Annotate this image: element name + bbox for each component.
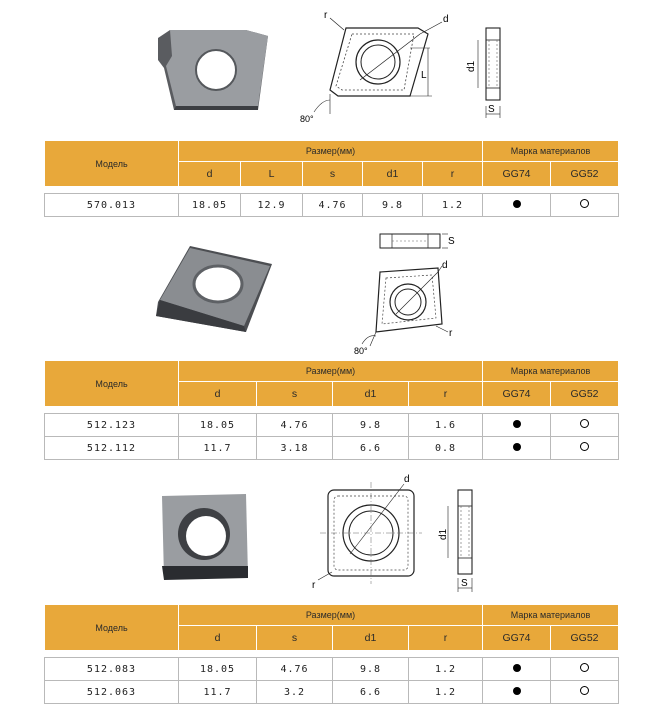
col-header-gg52: GG52 — [551, 626, 619, 651]
header-size: Размер(мм) — [179, 361, 483, 382]
cell-model: 512.112 — [45, 437, 179, 460]
empty-circle-icon — [580, 663, 589, 672]
cell-value: 11.7 — [179, 681, 257, 704]
label-S: S — [488, 104, 495, 115]
label-L: L — [421, 70, 427, 81]
cell-value: 18.05 — [179, 194, 241, 217]
label-r: r — [449, 328, 453, 339]
spec-table-3 — [44, 604, 619, 704]
cell-value: 1.2 — [409, 681, 483, 704]
cell-value: 1.2 — [409, 658, 483, 681]
header-grade: Марка материалов — [483, 605, 619, 626]
cell-value: 9.8 — [363, 194, 423, 217]
cell-value: 12.9 — [241, 194, 303, 217]
label-d: d — [404, 474, 410, 485]
label-S: S — [461, 578, 468, 589]
label-angle: 80° — [354, 346, 368, 356]
label-d1: d1 — [466, 60, 477, 72]
cell-value: 1.2 — [423, 194, 483, 217]
empty-circle-icon — [580, 686, 589, 695]
col-header: d — [179, 162, 241, 187]
cell-value: 9.8 — [333, 658, 409, 681]
filled-dot-icon — [513, 443, 521, 451]
cell-value: 18.05 — [179, 414, 257, 437]
col-header: d1 — [333, 382, 409, 407]
cell-value: 1.6 — [409, 414, 483, 437]
col-header: d1 — [363, 162, 423, 187]
col-header: s — [257, 382, 333, 407]
label-d: d — [442, 260, 448, 271]
table-row — [45, 658, 619, 681]
filled-dot-icon — [513, 200, 521, 208]
col-header: r — [409, 626, 483, 651]
col-header: s — [303, 162, 363, 187]
table-row — [45, 681, 619, 704]
col-header-gg74: GG74 — [483, 162, 551, 187]
cell-model: 512.123 — [45, 414, 179, 437]
cell-value: 4.76 — [257, 658, 333, 681]
empty-circle-icon — [580, 442, 589, 451]
cell-model: 512.063 — [45, 681, 179, 704]
col-header: s — [257, 626, 333, 651]
col-header-gg74: GG74 — [483, 382, 551, 407]
label-r: r — [324, 10, 328, 21]
col-header: r — [423, 162, 483, 187]
label-d1: d1 — [438, 528, 449, 540]
col-header-gg52: GG52 — [551, 382, 619, 407]
label-d: d — [443, 14, 449, 25]
empty-circle-icon — [580, 419, 589, 428]
insert-512-drawing-b — [310, 470, 510, 595]
col-header: L — [241, 162, 303, 187]
header-grade: Марка материалов — [483, 141, 619, 162]
empty-circle-icon — [580, 199, 589, 208]
cell-value: 0.8 — [409, 437, 483, 460]
table-row — [45, 414, 619, 437]
cell-value: 6.6 — [333, 437, 409, 460]
insert-512-photo-a — [150, 238, 280, 338]
header-size: Размер(мм) — [179, 605, 483, 626]
cell-value: 3.18 — [257, 437, 333, 460]
col-header-gg74: GG74 — [483, 626, 551, 651]
insert-512-photo-b — [150, 488, 260, 588]
header-size: Размер(мм) — [179, 141, 483, 162]
filled-dot-icon — [513, 687, 521, 695]
cell-value: 3.2 — [257, 681, 333, 704]
cell-value: 11.7 — [179, 437, 257, 460]
filled-dot-icon — [513, 420, 521, 428]
cell-model: 570.013 — [45, 194, 179, 217]
cell-value: 18.05 — [179, 658, 257, 681]
cell-value: 9.8 — [333, 414, 409, 437]
table-row — [45, 194, 619, 217]
insert-570-photo — [150, 20, 280, 120]
header-model: Модель — [45, 605, 179, 651]
header-model: Модель — [45, 141, 179, 187]
header-model: Модель — [45, 361, 179, 407]
col-header: r — [409, 382, 483, 407]
table-row — [45, 437, 619, 460]
col-header: d1 — [333, 626, 409, 651]
label-angle: 80° — [300, 114, 314, 124]
spec-table-2 — [44, 360, 619, 460]
header-grade: Марка материалов — [483, 361, 619, 382]
insert-512-drawing-a — [340, 228, 470, 358]
cell-value: 6.6 — [333, 681, 409, 704]
filled-dot-icon — [513, 664, 521, 672]
cell-model: 512.083 — [45, 658, 179, 681]
label-S: S — [448, 236, 455, 247]
cell-value: 4.76 — [303, 194, 363, 217]
spec-table-1 — [44, 140, 619, 217]
cell-value: 4.76 — [257, 414, 333, 437]
col-header-gg52: GG52 — [551, 162, 619, 187]
col-header: d — [179, 382, 257, 407]
insert-570-drawing — [300, 8, 530, 126]
col-header: d — [179, 626, 257, 651]
label-r: r — [312, 580, 316, 591]
